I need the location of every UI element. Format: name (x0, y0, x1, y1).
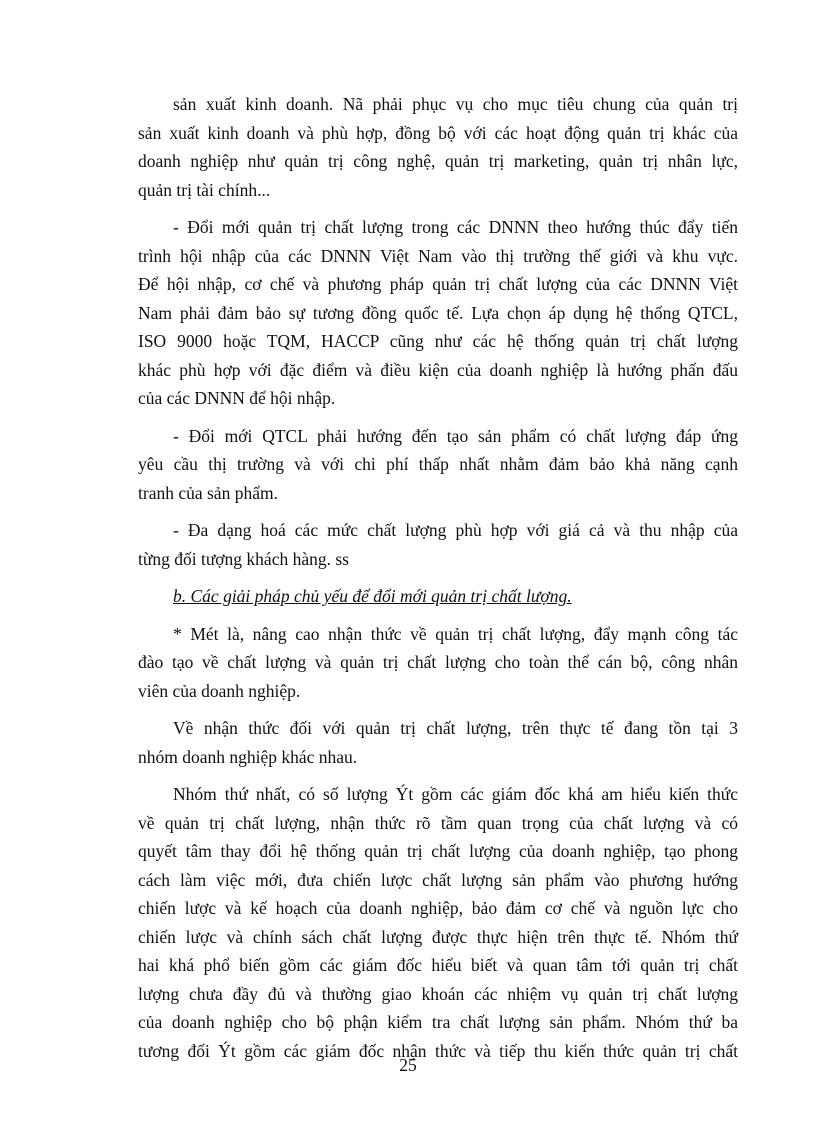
text-line: nhóm doanh nghiệp khác nhau. (138, 746, 358, 767)
text-line: - Đổi mới quản trị chất lượng trong các DNNN theo hướng thúc đẩy tiến (173, 217, 738, 237)
text-line: doanh nghiệp như quản trị công nghệ, quản trị marketing, quản trị nhân lực, (138, 151, 738, 171)
text-line: của các DNNN để hội nhập. (138, 388, 336, 408)
text-line: * Mét là, nâng cao nhận thức về quản trị chất lượng, đẩy mạnh công tác (173, 623, 738, 644)
text-line: của doanh nghiệp cho bộ phận kiểm tra chất lượng sản phẩm. Nhóm thứ ba (138, 1012, 738, 1032)
paragraph (138, 714, 738, 771)
text-line: đào tạo về chất lượng và quản trị chất lượng cho toàn thể cán bộ, công nhân (138, 652, 738, 672)
text-line: chiến lược và chính sách chất lượng được thực hiện trên thực tế. Nhóm thứ (138, 926, 738, 947)
paragraph (138, 620, 738, 706)
text-line: quản trị tài chính... (138, 179, 271, 200)
paragraph (138, 90, 738, 204)
text-line: khác phù hợp với đặc điểm và điều kiện của doanh nghiệp là hướng phấn đấu (138, 359, 738, 380)
text-line: yêu cầu thị trường và với chi phí thấp nhất nhằm đảm bảo khả năng cạnh (138, 454, 738, 474)
text-line: Nhóm thứ nhất, có số lượng Ýt gồm các giám đốc khá am hiểu kiến thức (173, 784, 738, 804)
text-line: về quản trị chất lượng, nhận thức rõ tầm quan trọng của chất lượng và có (138, 812, 738, 833)
text-line: cách làm việc mới, đưa chiến lược chất lượng sản phẩm vào phương hướng (138, 869, 738, 890)
paragraph (138, 422, 738, 508)
text-line: sản xuất kinh doanh và phù hợp, đồng bộ với các hoạt động quản trị khác của (138, 122, 738, 143)
heading-text: b. Các giải pháp chủ yếu để đổi mới quản trị chất lượng. (173, 586, 572, 606)
text-line: chiến lược và kế hoạch của doanh nghiệp, bảo đảm cơ chế và nguồn lực cho (138, 898, 738, 918)
document-page (138, 90, 738, 1065)
text-line: tương đối Ýt gồm các giám đốc nhận thức và tiếp thu kiến thức quản trị chất (138, 1040, 738, 1061)
text-line: ISO 9000 hoặc TQM, HACCP cũng như các hệ thống quản trị chất lượng (138, 331, 738, 351)
text-line: - Đổi mới QTCL phải hướng đến tạo sản phẩm có chất lượng đáp ứng (173, 425, 738, 446)
paragraph (138, 780, 738, 1065)
text-line: Để hội nhập, cơ chế và phương pháp quản trị chất lượng của các DNNN Việt (138, 274, 738, 294)
text-line: sản xuất kinh doanh. Nã phải phục vụ cho mục tiêu chung của quản trị (173, 94, 738, 114)
text-line: tranh của sản phẩm. (138, 482, 278, 503)
text-line: Về nhận thức đối với quản trị chất lượng, trên thực tế đang tồn tại 3 (173, 718, 738, 738)
text-line: viên của doanh nghiệp. (138, 680, 301, 701)
text-line: hai khá phổ biến gồm các giám đốc hiểu biết và quan tâm tới quản trị chất (138, 955, 738, 975)
text-line: - Đa dạng hoá các mức chất lượng phù hợp với giá cả và thu nhập của (173, 520, 738, 540)
paragraph (138, 213, 738, 413)
text-line: trình hội nhập của các DNNN Việt Nam vào thị trường thế giới và khu vực. (138, 245, 738, 266)
page-number: 25 (399, 1055, 417, 1075)
text-line: quyết tâm thay đổi hệ thống quản trị chất lượng của doanh nghiệp, tạo phong (138, 841, 738, 861)
text-line: lượng chưa đầy đủ và thường giao khoán các nhiệm vụ quản trị chất lượng (138, 983, 738, 1004)
paragraph (138, 516, 738, 573)
text-line: từng đối tượng khách hàng. ss (138, 548, 349, 569)
section-heading (138, 582, 738, 611)
text-line: Nam phải đảm bảo sự tương đồng quốc tế. Lựa chọn áp dụng hệ thống QTCL, (138, 302, 738, 323)
